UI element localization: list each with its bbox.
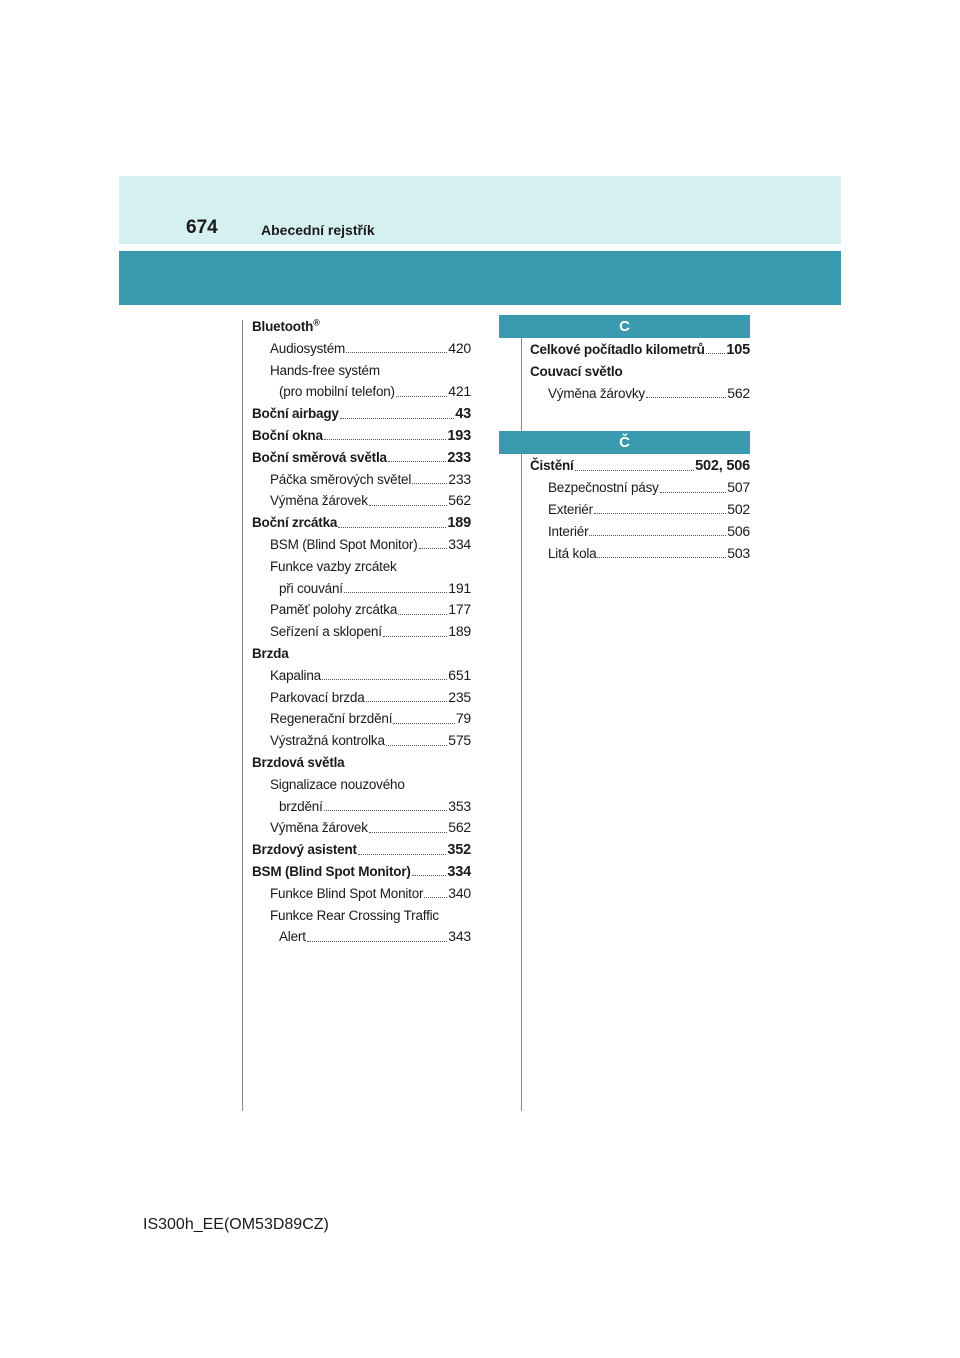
page-reference: 562 [727,384,750,401]
index-entry [252,316,471,338]
index-entry [252,556,471,578]
dot-leader [412,483,447,484]
index-entry [252,774,471,796]
dot-leader [575,470,695,471]
letter-heading-c-caron: Č [499,431,750,454]
index-entry [252,796,471,818]
index-entry [252,926,471,948]
index-entry [252,490,471,512]
index-term: Boční airbagy [252,406,339,422]
index-entry [252,643,471,665]
index-entry [252,425,471,447]
index-entry [252,687,471,709]
index-entry [530,455,750,477]
registered-mark: ® [313,317,320,328]
dot-leader [340,418,455,419]
dot-leader [589,535,726,536]
dot-leader [646,397,726,398]
dot-leader [344,592,447,593]
index-term: Boční směrová světla [252,449,387,465]
page-reference: 177 [448,601,471,618]
index-entry [252,621,471,643]
page-reference: 105 [726,342,750,358]
index-term: Paměť polohy zrcátka [270,602,398,618]
index-column-left [252,316,471,948]
dot-leader [660,492,727,493]
dot-leader [597,557,726,558]
dot-leader [338,527,446,528]
index-term: Hands-free systém [270,362,380,378]
page-reference: 334 [447,863,471,880]
page-reference: 562 [448,492,471,509]
index-entry [252,338,471,360]
index-term: Brzdová světla [252,754,345,770]
page-reference: 340 [448,884,471,901]
index-term: Regenerační brzdění [270,711,393,727]
index-entry [530,339,750,361]
dot-leader [358,854,447,855]
dot-leader [594,513,726,514]
index-term: BSM (Blind Spot Monitor) [252,863,411,879]
index-term: Bluetooth® [252,317,320,334]
dot-leader [346,352,447,353]
dot-leader [366,701,448,702]
index-entry [252,403,471,425]
index-term: Brzdový asistent [252,842,357,858]
dot-leader [424,897,447,898]
page-reference: 506 [727,522,750,539]
left-column-divider [242,320,243,1111]
index-term: Funkce Blind Spot Monitor [270,885,424,901]
index-term: Parkovací brzda [270,689,365,705]
index-term: brzdění [279,798,323,814]
dot-leader [706,353,726,354]
dot-leader [369,832,447,833]
page-reference: 189 [448,623,471,640]
index-entry [252,578,471,600]
index-entry [530,361,750,383]
index-term: Couvací světlo [530,363,623,379]
index-entry [252,469,471,491]
index-term: Výměna žárovek [270,493,368,509]
page-reference: 421 [448,383,471,400]
dot-leader [398,614,447,615]
index-entry [530,499,750,521]
index-term: Seřízení a sklopení [270,624,382,640]
index-term: Alert [279,929,306,945]
dot-leader [322,679,447,680]
index-term: Interiér [548,523,589,539]
page-reference: 353 [448,797,471,814]
page-reference: 233 [447,449,471,466]
page-reference: 562 [448,819,471,836]
dot-leader [369,505,447,506]
index-entry [252,817,471,839]
page-reference: 334 [448,535,471,552]
page-reference: 502 [727,500,750,517]
index-term: Bezpečnostní pásy [548,480,659,496]
dot-leader [386,745,447,746]
dot-leader [396,396,447,397]
index-term: Výměna žárovky [548,385,645,401]
index-entry [252,708,471,730]
model-code: IS300h_EE(OM53D89CZ) [143,1216,329,1233]
index-term: Signalizace nouzového [270,776,405,792]
index-term: Celkové počítadlo kilometrů [530,342,705,357]
page-reference: 651 [448,666,471,683]
section-title: Abecední rejstřík [261,222,375,238]
index-entry [252,381,471,403]
page-reference: 189 [447,515,471,532]
page-reference: 507 [727,479,750,496]
index-entry [252,861,471,883]
index-term: BSM (Blind Spot Monitor) [270,536,418,552]
index-section-c-caron [530,455,750,564]
header-color-band [119,251,841,305]
dot-leader [307,941,447,942]
index-entry [252,730,471,752]
index-term: Čistění [530,458,574,474]
index-entry [252,534,471,556]
page-reference: 575 [448,732,471,749]
index-term: při couvání [279,580,343,596]
index-section-c [530,339,750,404]
index-term: (pro mobilní telefon) [279,384,395,400]
dot-leader [324,439,447,440]
index-term: Litá kola [548,545,597,561]
index-term: Páčka směrových světel [270,471,412,487]
page-reference: 79 [455,710,471,727]
index-column-right [499,315,750,564]
index-entry [252,752,471,774]
index-entry [252,599,471,621]
index-entry [252,447,471,469]
page-reference: 43 [455,406,471,423]
page-reference: 193 [447,427,471,444]
page-reference: 420 [448,339,471,356]
index-term: Audiosystém [270,340,346,356]
page-reference: 233 [448,470,471,487]
dot-leader [383,636,447,637]
page-reference: 503 [727,544,750,561]
dot-leader [324,810,448,811]
index-entry [252,883,471,905]
page-reference: 343 [448,928,471,945]
header-top-band [119,176,841,244]
index-term: Exteriér [548,501,593,517]
index-entry [530,477,750,499]
page-reference: 502, 506 [695,458,750,475]
letter-heading-c: C [499,315,750,338]
dot-leader [419,548,448,549]
index-entry [530,543,750,565]
dot-leader [393,723,455,724]
index-term: Brzda [252,645,289,661]
page-reference: 235 [448,688,471,705]
dot-leader [412,875,447,876]
index-term: Kapalina [270,667,321,683]
index-term: Boční okna [252,427,323,443]
page-reference: 352 [447,842,471,859]
index-entry [530,383,750,405]
index-entry [252,360,471,382]
index-term: Výstražná kontrolka [270,733,385,749]
index-entry [252,839,471,861]
index-entry [252,905,471,927]
index-term: Boční zrcátka [252,515,338,531]
page-number: 674 [186,217,218,238]
index-entry [252,512,471,534]
page-reference: 191 [448,579,471,596]
dot-leader [388,461,447,462]
index-term: Funkce Rear Crossing Traffic [270,907,439,923]
index-term: Funkce vazby zrcátek [270,558,397,574]
index-term: Výměna žárovek [270,820,368,836]
index-entry [252,665,471,687]
index-entry [530,521,750,543]
